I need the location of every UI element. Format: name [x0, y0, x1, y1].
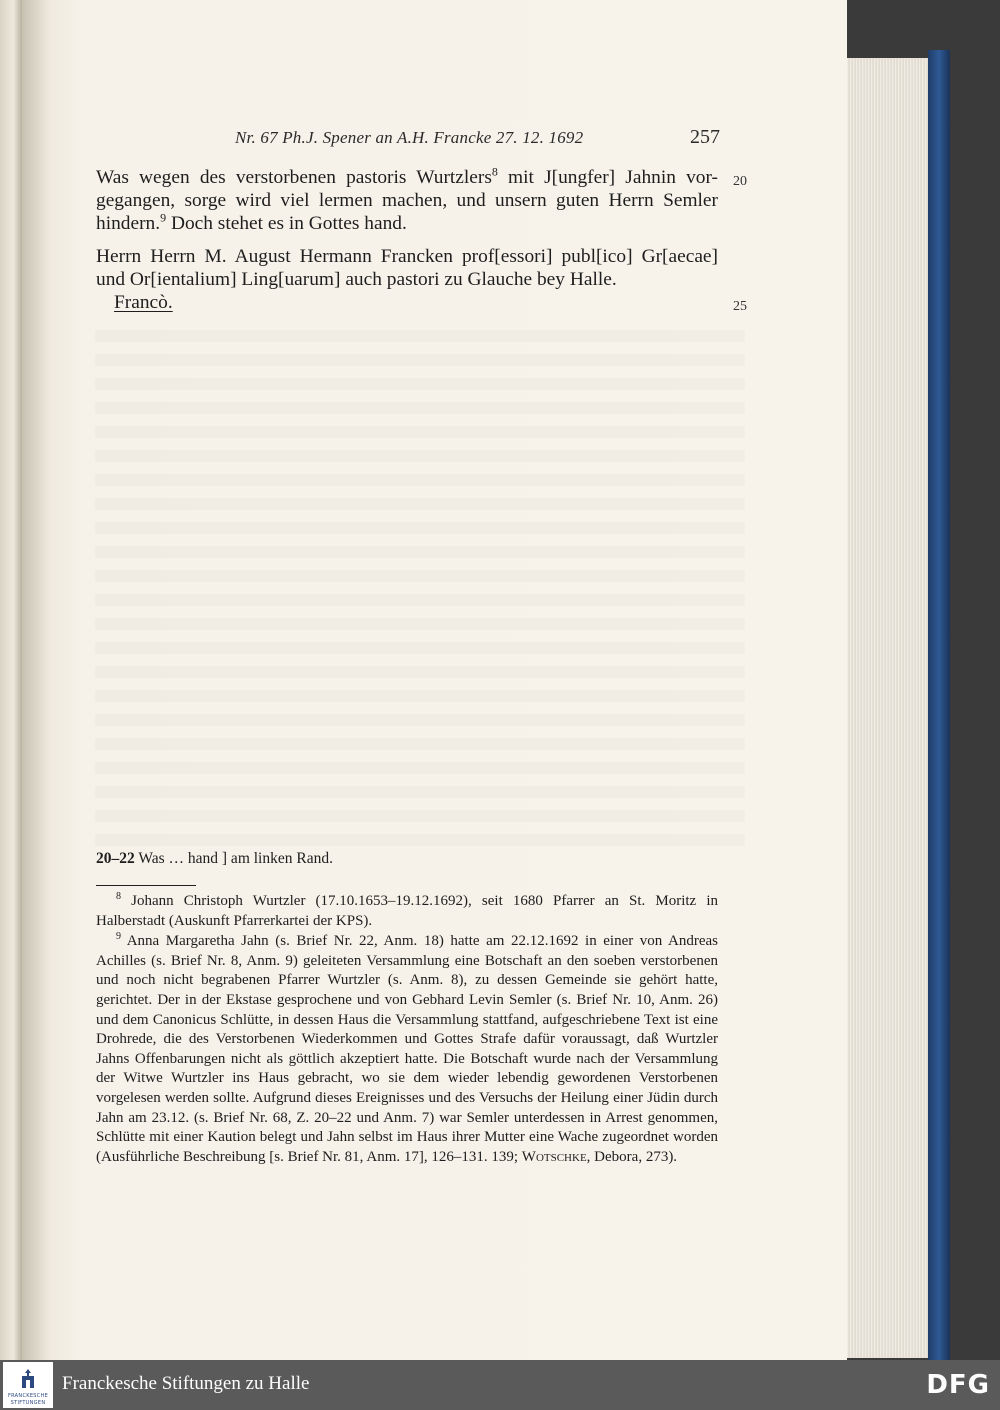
footnote-8 [96, 892, 718, 931]
body-line [96, 212, 718, 235]
critical-apparatus [96, 850, 333, 868]
body-line [96, 166, 718, 189]
letter-body [96, 166, 718, 314]
page-number: 257 [690, 126, 720, 148]
footnote-text: Johann Christoph Wurtzler (17.10.1653–19.12.1692), seit 1680 Pfarrer an St. Moritz in Halberstadt (Auskunft Pfarrerkartei der KPS). [96, 893, 718, 929]
footnote-text: , Debora, 273). [586, 1148, 678, 1165]
bleed-through [95, 330, 745, 850]
apparatus-text: Was … hand ] am linken Rand. [134, 850, 333, 867]
footnote-mark: 8 [116, 891, 121, 902]
running-head-title: Nr. 67 Ph.J. Spener an A.H. Francke 27. 12. 1692 [235, 128, 584, 147]
facing-page-edge [0, 0, 22, 1360]
footnote-mark: 9 [116, 931, 121, 943]
footnote-rule [96, 885, 196, 886]
franckesche-logo[interactable] [3, 1362, 53, 1408]
footnotes [96, 892, 718, 1168]
line-number-25: 25 [733, 299, 747, 314]
text-run: mit J[ungfer] Jahnin vor- [497, 167, 718, 188]
body-line: gegangen, sorge wird viel lermen machen, und unsern guten Herrn Semler [96, 190, 718, 211]
line-number-20: 20 [733, 174, 747, 189]
footnote-9 [96, 932, 718, 1167]
body-line: und Or[ientalium] Ling[uarum] auch pastori zu Glauche bey Halle. [96, 269, 617, 290]
text-run: Was wegen des verstorbenen pastoris Wurtzlers [96, 167, 492, 188]
footnote-ref-9[interactable]: 9 [160, 210, 167, 225]
footnote-ref-8[interactable]: 8 [491, 164, 498, 179]
apparatus-ref: 20–22 [96, 850, 135, 867]
dfg-logo[interactable]: DFG [926, 1370, 990, 1400]
book-cover-edge [928, 50, 950, 1360]
logo-text-line-1: FRANCKESCHE [7, 1393, 49, 1399]
paragraph-2 [96, 245, 718, 314]
crest-icon [18, 1368, 38, 1390]
franco-mark: Francò. [114, 292, 173, 313]
page-edges [847, 58, 930, 1358]
logo-text-line-2: STIFTUNGEN [10, 1400, 46, 1406]
text-run: Doch stehet es in Gottes hand. [166, 213, 407, 234]
viewer-footer [0, 1360, 1000, 1410]
footnote-text: Anna Margaretha Jahn (s. Brief Nr. 22, Anm. 18) hatte am 22.12.1692 in einer von Andreas Achilles (s. Brief Nr. 8, Anm. 9) geleiteten Versammlung eine Botschaft an den soeben verstorbenen und noch nicht begrabenen Pfarrer Wurtzler (s. Anm. 8), zu dessen Gemeinde sie gehört hatte, gerichtet. Der in der Ekstase gesprochene und von Gebhard Levin Semler (s. Brief Nr. 10, Anm. 26) und dem Canonicus Schlütte, in dessen Haus die Versammlung stattfand, aufgeschriebene Text ist eine Drohrede, die des Verstorbenen Wiederkommen und Gottes Strafe dafür voraussagt, daß Wurtzler Jahns Offenbarungen nicht als göttlich akzeptiert hatte. Die Botschaft wurde nach der Versammlung der Witwe Wurtzler ins Haus gebracht, wo sie dem wieder lebendig gewordenen Verstorbenen vorgelesen werden sollte. Aufgrund dieses Ereignisses und des Versuchs der Heilung einer Jüdin durch Jahn am 23.12. (s. Brief Nr. 68, Z. 20–22 und Anm. 7) war Semler unterdessen in Arrest genommen, Schlütte mit einer Kaution belegt und Jahn selbst im Haus ihrer Mutter eine Wache zugeordnet worden (Ausführliche Beschreibung [s. Brief Nr. 81, Anm. 17], 126–131. 139; [96, 933, 718, 1165]
body-line [96, 291, 718, 314]
text-run: hindern. [96, 213, 161, 234]
body-line: Herrn Herrn M. August Hermann Francken prof[essori] publ[ico] Gr[aecae] [96, 246, 718, 267]
institution-link[interactable]: Franckesche Stiftungen zu Halle [62, 1373, 310, 1394]
paragraph-1 [96, 166, 718, 235]
footnote-author: Wotschke [521, 1148, 587, 1165]
